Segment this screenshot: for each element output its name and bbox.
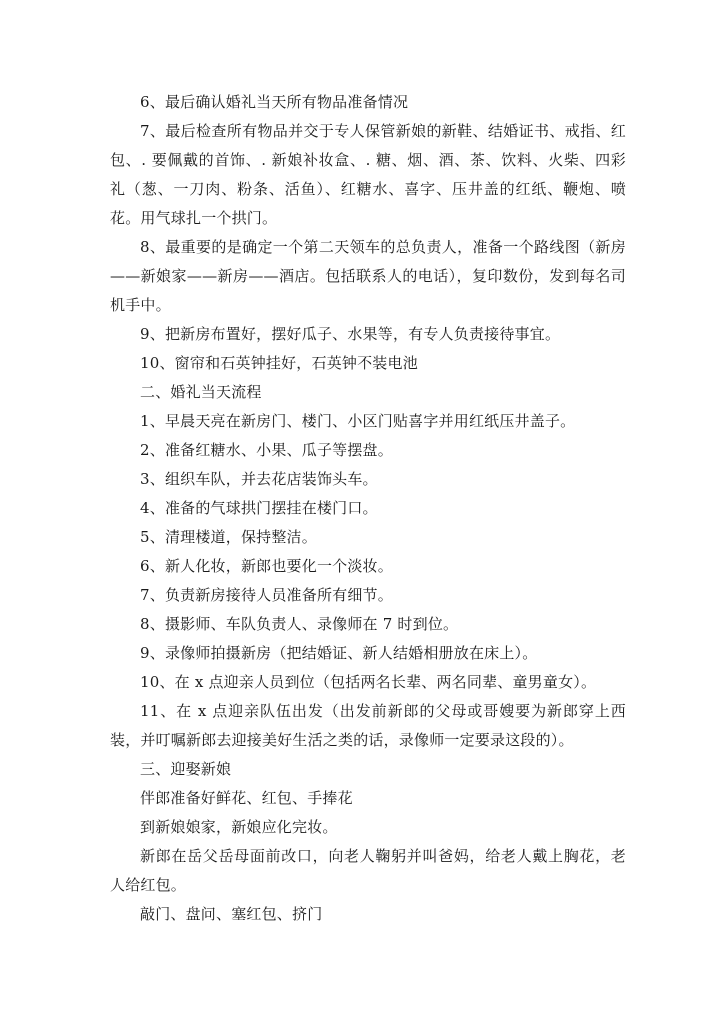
document-body xyxy=(110,88,626,929)
paragraph-step-10: 10、在 x 点迎亲人员到位（包括两名长辈、两名同辈、童男童女）。 xyxy=(140,673,597,691)
paragraph-step-5: 5、清理楼道，保持整洁。 xyxy=(140,528,317,546)
paragraph-step-11: 11、在 x 点迎亲队伍出发（出发前新郎的父母或哥嫂要为新郎穿上西装，并叮嘱新郎去迎接美好生活之类的话，录像师一定要录这段的）。 xyxy=(110,702,626,749)
paragraph-step-2: 2、准备红糖水、小果、瓜子等摆盘。 xyxy=(140,441,393,459)
paragraph-step-3: 3、组织车队，并去花店装饰头车。 xyxy=(140,470,378,488)
paragraph-groom-parents: 新郎在岳父岳母面前改口，向老人鞠躬并叫爸妈，给老人戴上胸花，老人给红包。 xyxy=(110,847,626,894)
paragraph-item-7-check-items: 7、最后检查所有物品并交于专人保管新娘的新鞋、结婚证书、戒指、红包、. 要佩戴的首饰、. 新娘补妆盒、. 糖、烟、酒、茶、饮料、火柴、四彩礼（葱、一刀肉、粉条、活鱼）、红糖水、喜字、压井盖的红纸、鞭炮、喷花。用气球扎一个拱门。 xyxy=(110,122,626,227)
paragraph-item-8-coordinator: 8、最重要的是确定一个第二天领车的总负责人，准备一个路线图（新房——新娘家——新房——酒店。包括联系人的电话），复印数份，发到每名司机手中。 xyxy=(110,238,626,314)
section-heading-welcome-bride: 三、迎娶新娘 xyxy=(140,760,232,778)
paragraph-item-6-confirm: 6、最后确认婚礼当天所有物品准备情况 xyxy=(140,93,409,111)
paragraph-item-10-curtains: 10、窗帘和石英钟挂好，石英钟不装电池 xyxy=(140,354,418,372)
paragraph-step-6: 6、新人化妆，新郎也要化一个淡妆。 xyxy=(140,557,393,575)
paragraph-door-games: 敲门、盘问、塞红包、挤门 xyxy=(140,905,323,923)
paragraph-step-8: 8、摄影师、车队负责人、录像师在 7 时到位。 xyxy=(140,615,459,633)
paragraph-step-9: 9、录像师拍摄新房（把结婚证、新人结婚相册放在床上）。 xyxy=(140,644,538,662)
paragraph-groomsman: 伴郎准备好鲜花、红包、手捧花 xyxy=(140,789,353,807)
paragraph-item-9-decorate: 9、把新房布置好，摆好瓜子、水果等，有专人负责接待事宜。 xyxy=(140,325,561,343)
paragraph-step-1: 1、早晨天亮在新房门、楼门、小区门贴喜字并用红纸压井盖子。 xyxy=(140,412,576,430)
paragraph-step-7: 7、负责新房接待人员准备所有细节。 xyxy=(140,586,393,604)
paragraph-step-4: 4、准备的气球拱门摆挂在楼门口。 xyxy=(140,499,378,517)
section-heading-wedding-day: 二、婚礼当天流程 xyxy=(140,383,262,401)
paragraph-bride-home: 到新娘娘家，新娘应化完妆。 xyxy=(140,818,338,836)
